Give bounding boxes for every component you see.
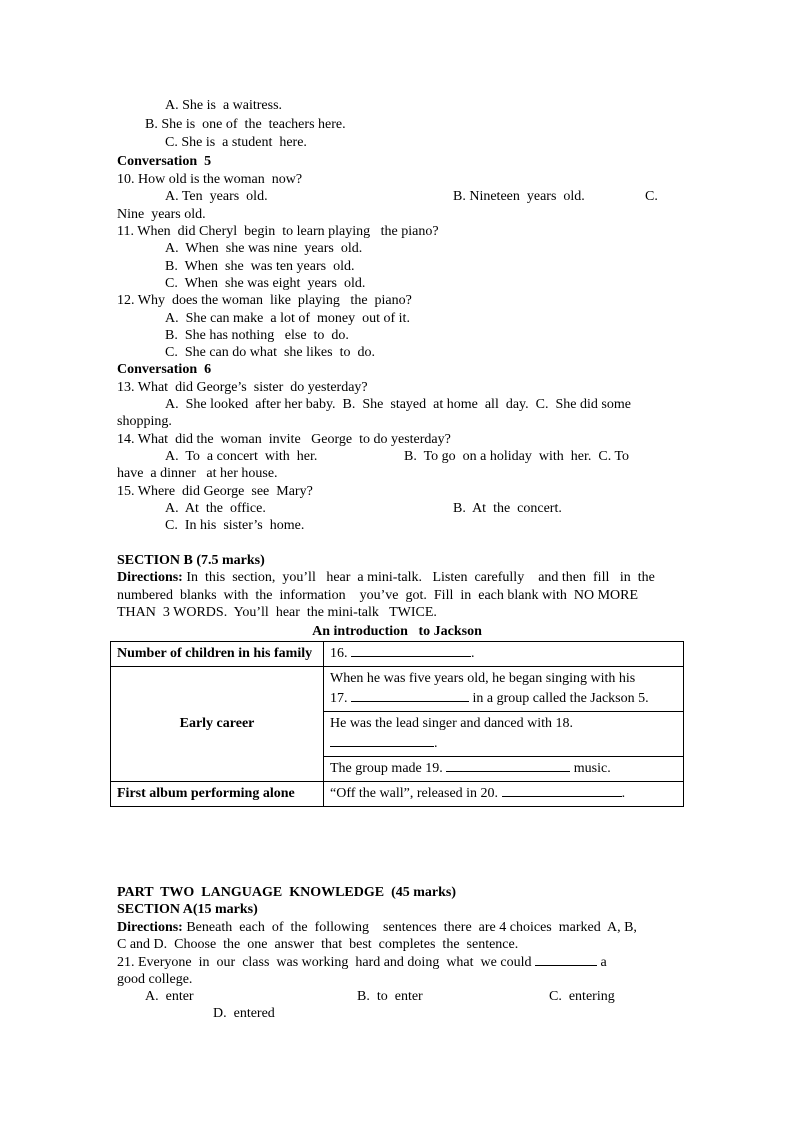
q12-question: 12. Why does the woman like playing the piano? xyxy=(117,293,412,308)
conversation-5-heading: Conversation 5 xyxy=(117,154,212,169)
early-career-text-tail: in a group called the Jackson 5. xyxy=(469,691,649,706)
q12-option-c: C. She can do what she likes to do. xyxy=(165,345,375,360)
row-value-early-career-3 xyxy=(324,757,684,782)
q11-option-b: B. When she was ten years old. xyxy=(165,259,355,274)
row-label-first-album: First album performing alone xyxy=(111,782,324,807)
answer-blank-18[interactable] xyxy=(330,734,434,747)
q21-option-a: A. enter xyxy=(145,989,194,1004)
q15-option-a: A. At the office. xyxy=(165,501,266,516)
jackson-info-table xyxy=(110,641,684,807)
lead-singer-text: He was the lead singer and danced with 18. xyxy=(330,716,573,731)
blank-number-17: 17. xyxy=(330,691,348,706)
answer-blank-19[interactable] xyxy=(446,759,570,772)
q21-text: 21. Everyone in our class was working hard and doing what we could xyxy=(117,955,532,970)
q10-option-c-text: Nine years old. xyxy=(117,207,206,222)
q14-option-a: A. To a concert with her. xyxy=(165,449,318,464)
q10-option-a: A. Ten years old. xyxy=(165,189,268,204)
answer-blank-21[interactable] xyxy=(535,953,597,966)
q12-option-b: B. She has nothing else to do. xyxy=(165,328,349,343)
section-b-directions-line-2: numbered blanks with the information you’ve got. Fill in each blank with NO MORE xyxy=(117,588,639,603)
directions-text: In this section, you’ll hear a mini-talk. Listen carefully and then fill in the xyxy=(182,570,655,585)
directions-label: Directions: xyxy=(117,920,183,935)
section-b-directions-line-1 xyxy=(117,569,655,586)
row-value-early-career-1 xyxy=(324,667,684,712)
row-label-early-career: Early career xyxy=(111,667,324,782)
row-value-children: 16. . xyxy=(324,642,684,667)
directions-label: Directions: xyxy=(117,570,183,585)
q10-option-c-label: C. xyxy=(645,189,658,204)
table-row xyxy=(111,782,684,807)
q11-option-a: A. When she was nine years old. xyxy=(165,241,363,256)
part-two-heading: PART TWO LANGUAGE KNOWLEDGE (45 marks) xyxy=(117,885,457,900)
conversation-6-heading: Conversation 6 xyxy=(117,362,212,377)
q10-question: 10. How old is the woman now? xyxy=(117,172,303,187)
row-label-children: Number of children in his family xyxy=(111,642,324,667)
early-career-text: When he was five years old, he began singing with his xyxy=(330,671,636,686)
q14-question: 14. What did the woman invite George to do yesterday? xyxy=(117,432,451,447)
q9-option-c: C. She is a student here. xyxy=(165,135,307,150)
part-two-directions-line-1 xyxy=(117,919,637,936)
section-b-directions-line-3: THAN 3 WORDS. You’ll hear the mini-talk TWICE. xyxy=(117,605,437,620)
directions-text: Beneath each of the following sentences there are 4 choices marked A, B, xyxy=(182,920,637,935)
q21-question-line-1 xyxy=(117,953,607,971)
part-two-directions-line-2: C and D. Choose the one answer that best completes the sentence. xyxy=(117,937,519,952)
q9-option-a: A. She is a waitress. xyxy=(165,98,283,113)
q12-option-a: A. She can make a lot of money out of it. xyxy=(165,311,410,326)
q15-question: 15. Where did George see Mary? xyxy=(117,484,313,499)
q15-option-b: B. At the concert. xyxy=(453,501,562,516)
group-made-tail: music. xyxy=(570,761,611,776)
q11-option-c: C. When she was eight years old. xyxy=(165,276,366,291)
table-row xyxy=(111,642,684,667)
row-value-first-album: “Off the wall”, released in 20. . xyxy=(324,782,684,807)
group-made-text: The group made 19. xyxy=(330,761,443,776)
q21-option-c: C. entering xyxy=(549,989,615,1004)
q14-options-continued: have a dinner at her house. xyxy=(117,466,278,481)
q15-option-c: C. In his sister’s home. xyxy=(165,518,305,533)
answer-blank-20[interactable] xyxy=(502,784,622,797)
q14-option-b-c: B. To go on a holiday with her. C. To xyxy=(404,449,630,464)
q11-question: 11. When did Cheryl begin to learn playing the piano? xyxy=(117,224,439,239)
section-b-heading: SECTION B (7.5 marks) xyxy=(117,553,265,568)
q21-option-b: B. to enter xyxy=(357,989,423,1004)
q13-question: 13. What did George’s sister do yesterday? xyxy=(117,380,368,395)
q21-question-line-2: good college. xyxy=(117,972,193,987)
answer-blank-16[interactable] xyxy=(351,644,471,657)
first-album-text: “Off the wall”, released in 20. xyxy=(330,786,499,801)
q13-options-continued: shopping. xyxy=(117,414,172,429)
blank-number-16: 16. xyxy=(330,646,348,661)
answer-blank-17[interactable] xyxy=(351,689,469,702)
q10-option-b: B. Nineteen years old. xyxy=(453,189,585,204)
q13-options: A. She looked after her baby. B. She stayed at home all day. C. She did some xyxy=(165,397,631,412)
table-row xyxy=(111,667,684,712)
row-value-early-career-2: He was the lead singer and danced with 18. . xyxy=(324,712,684,757)
table-title: An introduction to Jackson xyxy=(312,624,482,639)
q21-option-d: D. entered xyxy=(213,1006,275,1021)
q9-option-b: B. She is one of the teachers here. xyxy=(145,117,346,132)
part-two-section-a-heading: SECTION A(15 marks) xyxy=(117,902,258,917)
q21-text-after: a xyxy=(596,955,607,970)
